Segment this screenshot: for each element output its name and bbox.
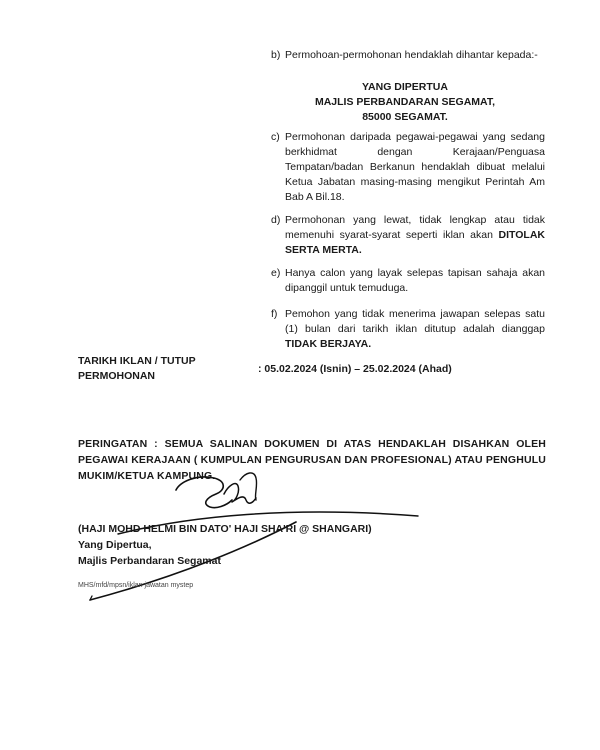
item-bold-text: DITOLAK SERTA MERTA. [285, 229, 545, 256]
item-text: Permohonan daripada pegawai-pegawai yang sedang berkhidmat dengan Kerajaan/Penguasa Tempatan/badan Berkanun hendaklah dibuat melalui Ketua Jabatan masing-masing mengikut Perintah Am Bab A Bil.18. [285, 131, 545, 203]
item-letter: e) [271, 267, 281, 279]
item-letter: f) [271, 308, 278, 320]
item-text: Hanya calon yang layak selepas tapisan sahaja akan dipanggil untuk temuduga. [285, 267, 545, 294]
item-text: Permohoan-permohonan hendaklah dihantar kepada:- [285, 49, 538, 61]
closing-date-label-line-1: TARIKH IKLAN / TUTUP [78, 355, 196, 367]
item-letter: b) [271, 49, 281, 61]
address-line-1: YANG DIPERTUA [362, 81, 448, 93]
signatory-org: Majlis Perbandaran Segamat [78, 555, 221, 567]
closing-date-label-line-2: PERMOHONAN [78, 370, 156, 382]
list-item-b [271, 48, 546, 63]
signatory-block [78, 521, 498, 569]
list-item-d [271, 213, 546, 256]
item-text: Permohonan yang lewat, tidak lengkap atau tidak memenuhi syarat-syarat seperti iklan akan DITOLAK SERTA MERTA. [285, 214, 545, 256]
list-item-e [271, 266, 546, 298]
address-line-3: 85000 SEGAMAT. [362, 111, 448, 123]
reference-code: MHS/mfd/mpsn/iklan jawatan mystep [78, 582, 194, 589]
address-line-2: MAJLIS PERBANDARAN SEGAMAT, [314, 96, 496, 108]
item-bold-text: TIDAK BERJAYA. [285, 338, 372, 350]
list-item-f [271, 307, 546, 354]
signatory-name: (HAJI MOHD HELMI BIN DATO' HAJI SHA'RI @ SHANGARI) [78, 523, 372, 535]
closing-date-value: : 05.02.2024 (Isnin) – 25.02.2024 (Ahad) [258, 363, 452, 375]
item-letter: d) [271, 214, 281, 226]
address-block [290, 80, 520, 125]
item-letter: c) [271, 131, 280, 143]
list-item-c [271, 130, 546, 203]
warning-notice: PERINGATAN : SEMUA SALINAN DOKUMEN DI ATAS HENDAKLAH DISAHKAN OLEH PEGAWAI KERAJAAN ( KUMPULAN PENGURUSAN DAN PROFESIONAL) ATAU PENGHULU MUKIM/KETUA KAMPUNG. [78, 438, 546, 482]
closing-date-label [78, 354, 278, 384]
item-text: Pemohon yang tidak menerima jawapan selepas satu (1) bulan dari tarikh iklan ditutup adalah dianggap TIDAK BERJAYA. [285, 308, 545, 350]
signatory-title: Yang Dipertua, [78, 539, 152, 551]
